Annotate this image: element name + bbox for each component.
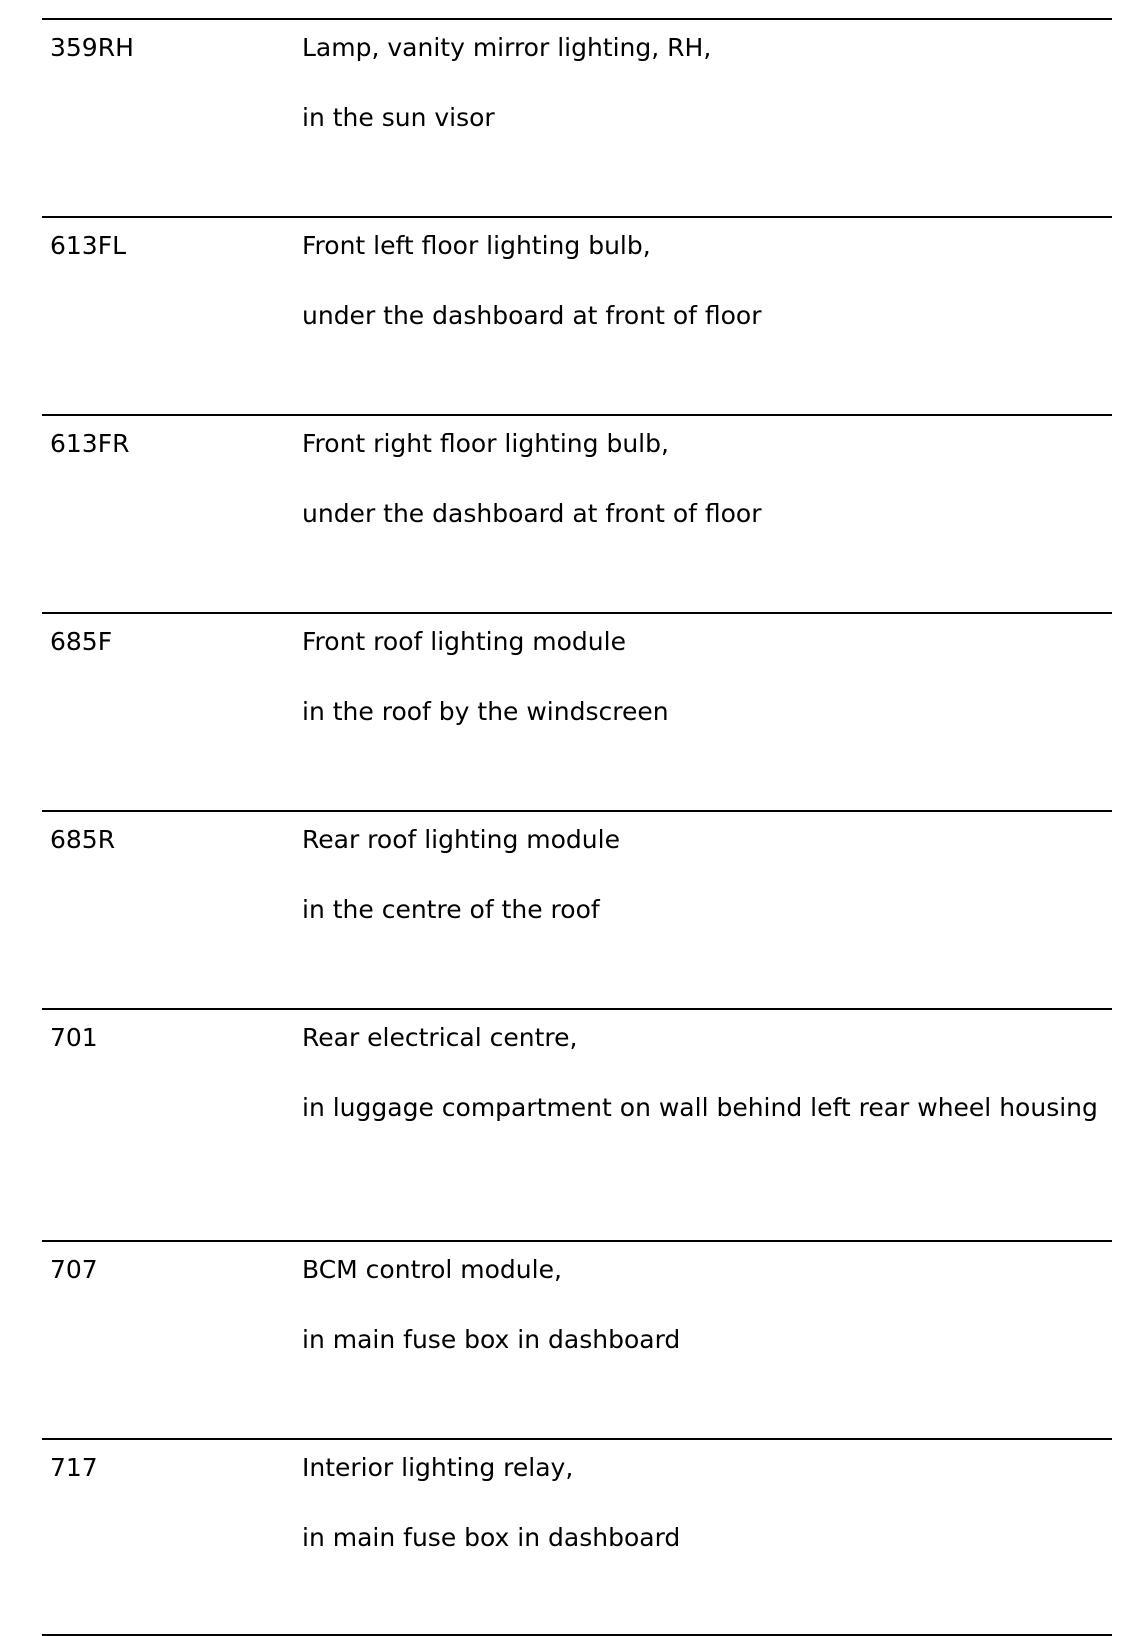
component-description [302, 1022, 1102, 1124]
component-description [302, 626, 1102, 728]
component-name: Front roof lighting module [302, 627, 626, 656]
table-row [42, 414, 1112, 612]
component-location: in main fuse box in dashboard [302, 1325, 681, 1354]
component-location: in the centre of the roof [302, 895, 600, 924]
component-description [302, 230, 1102, 332]
component-location: in luggage compartment on wall behind left rear wheel housing [302, 1093, 1098, 1122]
table-row [42, 216, 1112, 414]
component-name: Front right floor lighting bulb, [302, 429, 669, 458]
component-description [302, 1452, 1102, 1554]
component-location: under the dashboard at front of floor [302, 301, 762, 330]
component-description [302, 1254, 1102, 1356]
component-description [302, 32, 1102, 134]
component-description [302, 428, 1102, 530]
component-code: 701 [50, 1023, 98, 1052]
component-table [42, 18, 1112, 1636]
component-name: Lamp, vanity mirror lighting, RH, [302, 33, 712, 62]
component-code: 685F [50, 627, 113, 656]
component-code: 613FL [50, 231, 127, 260]
component-name: Front left floor lighting bulb, [302, 231, 651, 260]
table-row [42, 1240, 1112, 1438]
component-name: BCM control module, [302, 1255, 562, 1284]
component-name: Rear roof lighting module [302, 825, 620, 854]
component-code: 707 [50, 1255, 98, 1284]
component-code: 685R [50, 825, 116, 854]
component-name: Rear electrical centre, [302, 1023, 578, 1052]
component-code: 717 [50, 1453, 98, 1482]
component-code: 359RH [50, 33, 134, 62]
component-location: in the roof by the windscreen [302, 697, 669, 726]
table-row [42, 18, 1112, 216]
component-location: in the sun visor [302, 103, 495, 132]
component-location: under the dashboard at front of floor [302, 499, 762, 528]
table-row [42, 1008, 1112, 1240]
table-row [42, 612, 1112, 810]
component-code: 613FR [50, 429, 130, 458]
component-location: in main fuse box in dashboard [302, 1523, 681, 1552]
component-name: Interior lighting relay, [302, 1453, 574, 1482]
component-description [302, 824, 1102, 926]
table-row [42, 810, 1112, 1008]
table-row [42, 1438, 1112, 1636]
